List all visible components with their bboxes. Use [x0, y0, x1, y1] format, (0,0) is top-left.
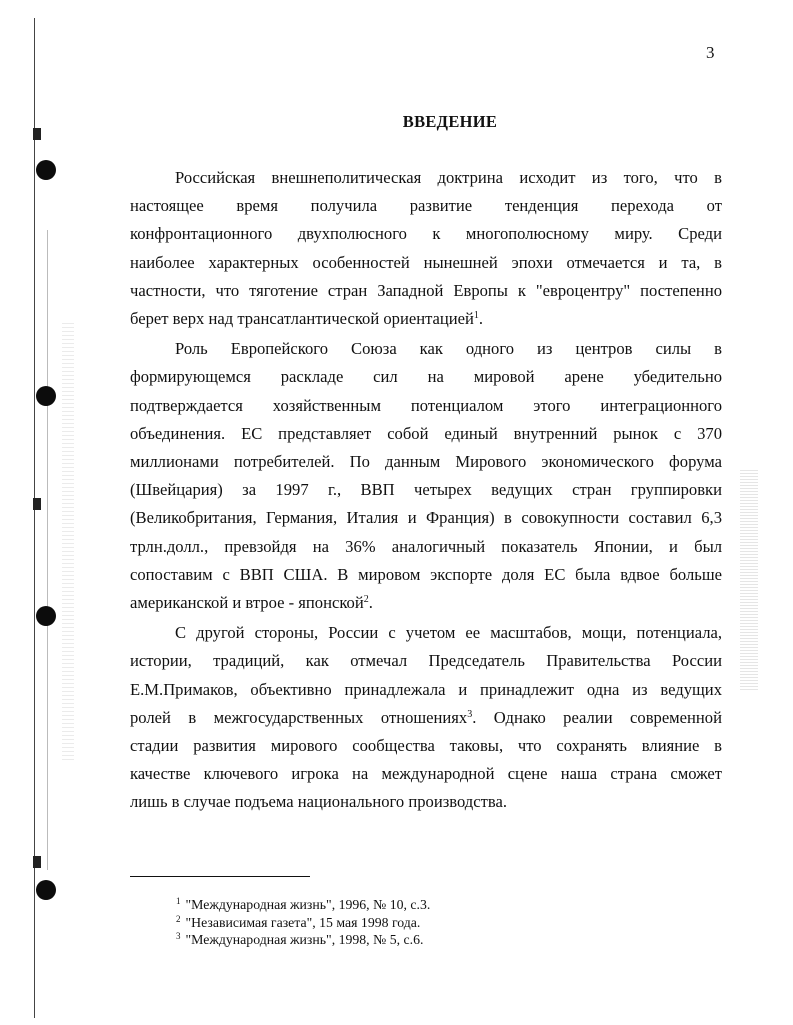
- text-line: подтверждается хозяйственным потенциалом этого интеграционного: [130, 395, 722, 415]
- scan-mark: [33, 498, 41, 510]
- punch-hole: [36, 606, 56, 626]
- text-line: объединения. ЕС представляет собой единый внутренний рынок с 370: [130, 423, 722, 443]
- footnote: [176, 914, 430, 932]
- text-fragment: .: [478, 309, 484, 329]
- text-line: наиболее характерных особенностей нынешней эпохи отмечается и та, в: [130, 252, 722, 272]
- footnote-ref: 1: [473, 310, 479, 322]
- paragraph-3: [130, 619, 722, 816]
- footnote: [176, 896, 430, 914]
- footnote: [176, 931, 430, 949]
- text-fragment: .: [368, 593, 373, 613]
- scan-noise: [62, 320, 74, 760]
- text-line: настоящее время получила развитие тенденция перехода от: [130, 196, 722, 216]
- text-line: формирующемся раскладе сил на мировой арене убедительно: [130, 367, 722, 387]
- text-fragment: берет верх над трансатлантической ориентацией: [130, 309, 474, 329]
- text-line: качестве ключевого игрока на международной сцене наша страна сможет: [130, 764, 722, 784]
- text-line: конфронтационного двухполюсного к многополюсному миру. Среди: [130, 224, 722, 244]
- footnote-text: "Международная жизнь", 1996, № 10, с.3.: [185, 897, 431, 912]
- text-line: стадии развития мирового сообщества таковы, что сохранять влияние в: [130, 736, 722, 756]
- body-text: [130, 164, 722, 817]
- text-fragment: американской и втрое - японской: [130, 593, 364, 613]
- punch-hole: [36, 386, 56, 406]
- scan-mark: [33, 856, 41, 868]
- footnote-number: 1: [176, 896, 181, 906]
- page-number: 3: [706, 43, 715, 62]
- text-line: [130, 589, 722, 617]
- text-line: Российская внешнеполитическая доктрина исходит из того, что в: [175, 168, 722, 187]
- text-line: С другой стороны, России с учетом ее масштабов, мощи, потенциала,: [175, 623, 722, 643]
- text-line: (Великобритания, Германия, Италия и Франция) в совокупности составил 6,3: [130, 508, 722, 528]
- text-line: частности, что тяготение стран Западной Европы к "евроцентру" постепенно: [130, 280, 722, 300]
- footnote-ref: 2: [363, 594, 369, 606]
- footnote-separator: [130, 876, 310, 877]
- paragraph-1: [130, 164, 722, 333]
- scan-margin-line-faint: [47, 230, 48, 870]
- text-line: Е.М.Примаков, объективно принадлежала и принадлежит одна из ведущих: [130, 679, 722, 699]
- footnote-ref: 3: [467, 708, 473, 720]
- punch-hole: [36, 160, 56, 180]
- text-line: миллионами потребителей. По данным Мирового экономического форума: [130, 452, 722, 472]
- scan-margin-line: [34, 18, 35, 1018]
- text-fragment: ролей в межгосударственных отношениях: [130, 707, 468, 727]
- text-line: истории, традиций, как отмечал Председатель Правительства России: [130, 651, 722, 671]
- text-line: сопоставим с ВВП США. В мировом экспорте доля ЕС была вдвое больше: [130, 564, 722, 584]
- text-line: [130, 305, 722, 333]
- footnote-text: "Независимая газета", 15 мая 1998 года.: [185, 914, 421, 930]
- punch-hole: [36, 880, 56, 900]
- footnotes: [176, 896, 430, 949]
- text-line: [130, 704, 722, 732]
- text-line: (Швейцария) за 1997 г., ВВП четырех ведущих стран группировки: [130, 480, 722, 500]
- scan-noise: [740, 470, 758, 690]
- scan-mark: [33, 128, 41, 140]
- paragraph-2: [130, 335, 722, 617]
- text-line: трлн.долл., превзойдя на 36% аналогичный показатель Японии, и был: [130, 536, 722, 556]
- text-fragment: . Однако реалии современной: [472, 707, 722, 727]
- footnote-number: 3: [176, 931, 181, 941]
- footnote-number: 2: [176, 913, 181, 924]
- footnote-text: "Международная жизнь", 1998, № 5, с.6.: [185, 932, 424, 947]
- page-title: ВВЕДЕНИЕ: [402, 112, 498, 131]
- text-line: Роль Европейского Союза как одного из центров силы в: [175, 339, 722, 359]
- text-line: лишь в случае подъема национального производства.: [130, 792, 507, 812]
